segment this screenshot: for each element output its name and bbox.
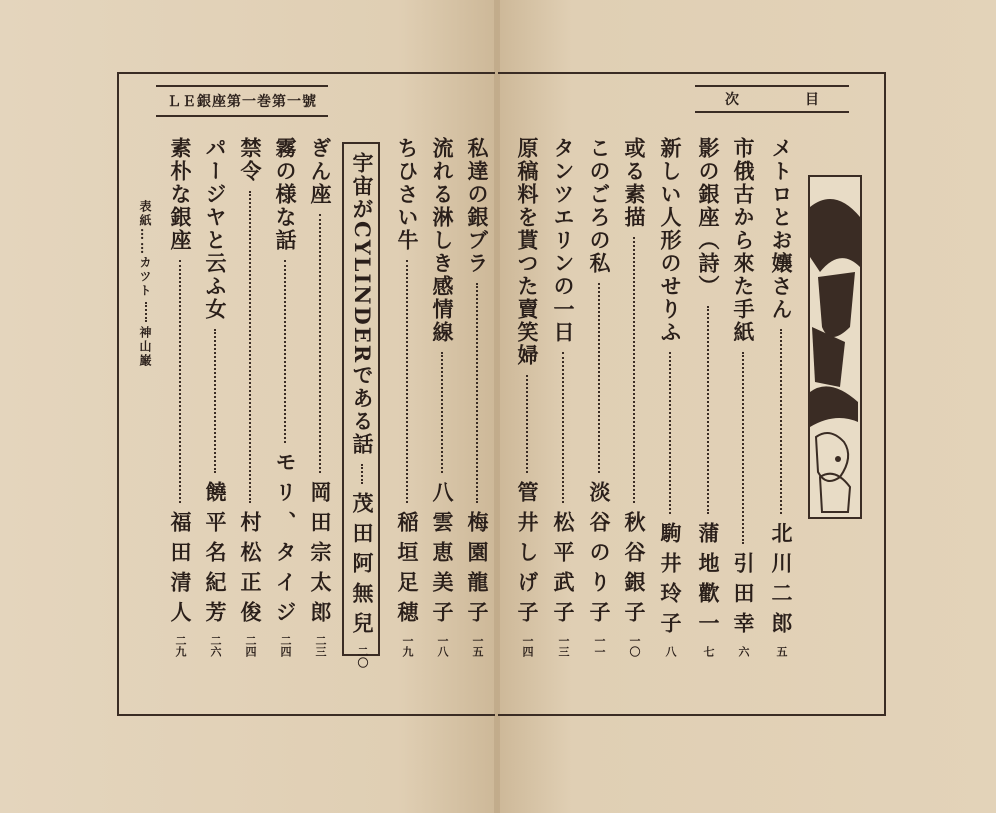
entry-author: 北川二郎	[769, 522, 794, 642]
entry-title: このごろの私	[587, 137, 612, 275]
contents-header	[695, 85, 849, 113]
leader-dots	[145, 302, 147, 322]
leader-dots	[669, 352, 671, 514]
leader-dots	[598, 283, 600, 473]
toc-entry	[766, 137, 796, 657]
leader-dots	[707, 306, 709, 514]
contents-header-char-a: 次	[725, 92, 739, 108]
toc-entry	[619, 137, 649, 657]
entry-title: 私達の銀ブラ	[465, 137, 490, 275]
entry-author: 引田幸	[731, 552, 756, 642]
magazine-issue-header: ＬＥ銀座第一巻第一號	[156, 85, 328, 117]
entry-title: 禁令	[238, 137, 263, 183]
cover-credit-artist: 神山巌	[138, 326, 152, 368]
entry-author: 福田清人	[168, 511, 193, 631]
leader-dots	[179, 260, 181, 503]
toc-entry	[347, 152, 377, 669]
leader-dots	[742, 352, 744, 544]
entry-page: 一九	[401, 635, 414, 657]
entry-author: 稲垣足穂	[395, 511, 420, 631]
toc-entry	[427, 137, 457, 657]
entry-page: 二四	[244, 635, 257, 657]
entry-author: 蒲地歡一	[696, 522, 721, 642]
leader-dots	[284, 260, 286, 443]
decorative-illustration	[808, 175, 862, 519]
leader-dots	[249, 191, 251, 503]
entry-page: 一四	[521, 635, 534, 657]
toc-entry	[235, 137, 265, 657]
entry-page: 二四	[279, 635, 292, 657]
entry-page: 六	[737, 646, 750, 657]
entry-author: 駒井玲子	[658, 522, 683, 642]
cover-credit-label: 表紙……カツト	[138, 200, 152, 298]
toc-entry	[200, 137, 230, 657]
entry-title: ちひさい牛	[395, 137, 420, 252]
entry-title: 原稿料を貰つた賣笑婦	[515, 137, 540, 367]
entry-title: ぎん座	[308, 137, 333, 206]
entry-author: 八雲恵美子	[430, 481, 455, 631]
leader-dots	[633, 237, 635, 503]
entry-title: 影の銀座（詩）	[696, 137, 721, 298]
toc-entry	[165, 137, 195, 657]
entry-author: 松平武子	[551, 511, 576, 631]
entry-title: 或る素描	[622, 137, 647, 229]
entry-author: 村松正俊	[238, 511, 263, 631]
entry-page: 一三	[557, 635, 570, 657]
toc-entry	[548, 137, 578, 657]
toc-entry	[392, 137, 422, 657]
entry-page: 二九	[174, 635, 187, 657]
leader-dots	[319, 214, 321, 473]
entry-page: 一八	[436, 635, 449, 657]
leader-dots	[780, 329, 782, 514]
leader-dots	[476, 283, 478, 503]
entry-title: 霧の様な話	[273, 137, 298, 252]
leader-dots	[406, 260, 408, 503]
entry-title: 市俄古から來た手紙	[731, 137, 756, 344]
entry-page: 二六	[209, 635, 222, 657]
entry-page: 五	[775, 646, 788, 657]
leader-dots	[562, 352, 564, 503]
toc-entry	[270, 137, 300, 657]
entry-author: モリ、タイジ	[273, 451, 298, 631]
featured-entry-box	[342, 142, 380, 669]
leader-dots	[361, 464, 363, 484]
toc-entry	[512, 137, 542, 657]
entry-author: 岡田宗太郎	[308, 481, 333, 631]
entry-page: 一一	[593, 635, 606, 657]
toc-entry	[693, 137, 723, 657]
entry-page: 一五	[471, 635, 484, 657]
leader-dots	[214, 329, 216, 473]
entry-title: パージヤと云ふ女	[203, 137, 228, 321]
entry-author: 梅園龍子	[465, 511, 490, 631]
toc-entry	[655, 137, 685, 657]
toc-entry	[462, 137, 492, 657]
entry-author: 饒平名紀芳	[203, 481, 228, 631]
entry-author: 秋谷銀子	[622, 511, 647, 631]
entry-title: メトロとお孃さん	[769, 137, 794, 321]
toc-entry	[305, 137, 335, 657]
cover-credit	[137, 200, 154, 400]
entry-author: 淡谷のり子	[587, 481, 612, 631]
toc-entry	[728, 137, 758, 657]
entry-author: 管井しげ子	[515, 481, 540, 631]
entry-title: 新しい人形のせりふ	[658, 137, 683, 344]
entry-page: 八	[664, 646, 677, 657]
entry-page: 七	[702, 646, 715, 657]
entry-title: 素朴な銀座	[168, 137, 193, 252]
entry-title: 宇宙がCYLINDERである話	[350, 152, 375, 457]
entry-author: 茂田阿無兒	[350, 492, 375, 643]
contents-header-char-b: 目	[805, 92, 819, 108]
entry-title: タンツエリンの一日	[551, 137, 576, 344]
toc-entry	[584, 137, 614, 657]
entry-page: 一〇	[628, 635, 641, 657]
leader-dots	[526, 375, 528, 473]
entry-title: 流れる淋しき感情線	[430, 137, 455, 344]
entry-page: 二三	[314, 635, 327, 657]
leader-dots	[441, 352, 443, 473]
entry-page: 二〇	[356, 646, 369, 669]
